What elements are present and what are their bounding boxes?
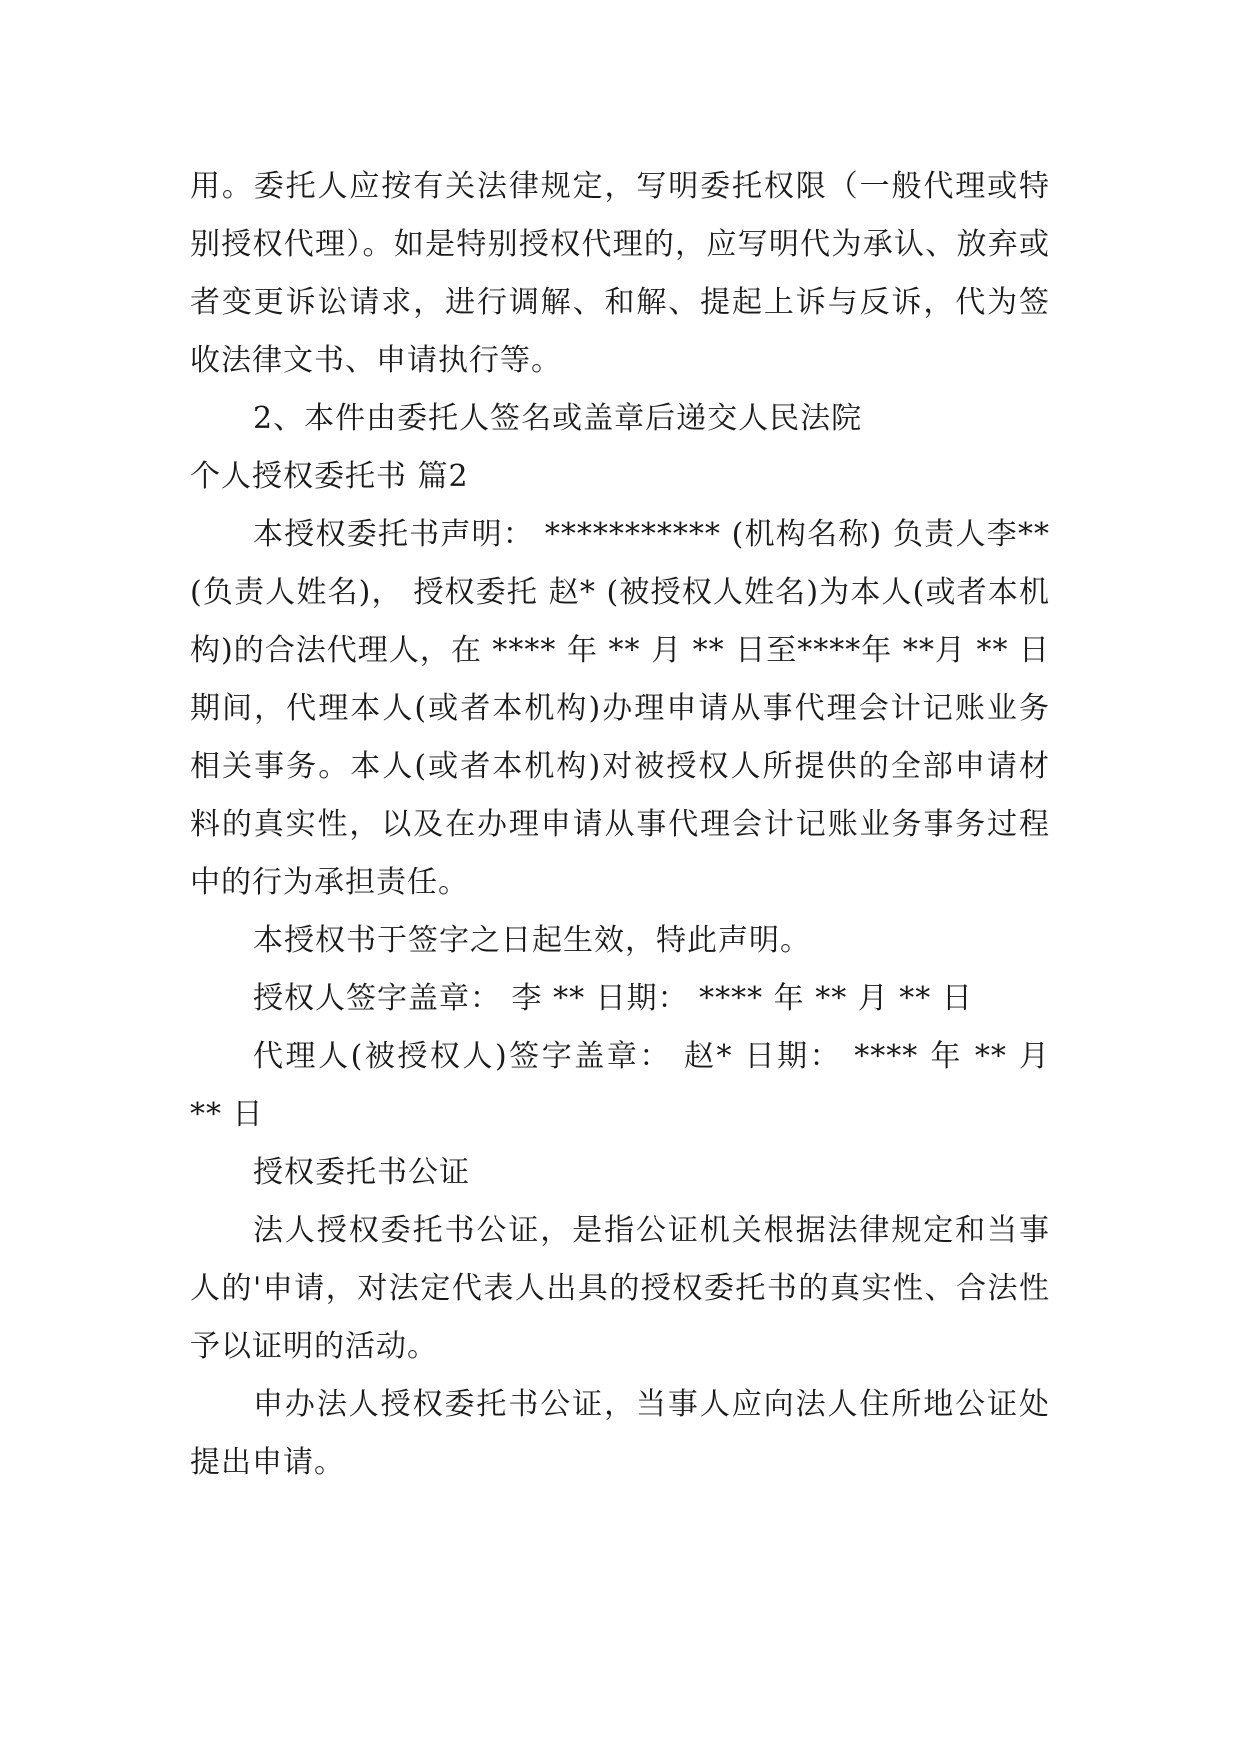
paragraph-effective-date: 本授权书于签字之日起生效，特此声明。 xyxy=(253,923,811,958)
paragraph-notarization-title: 授权委托书公证 xyxy=(253,1155,470,1190)
paragraph-declaration: 本授权委托书声明： *********** (机构名称) 负责人李** (负责人姓名)， 授权委托 赵* (被授权人姓名)为本人(或者本机构)的合法代理人，在 **** 年 ** 月 ** 日至****年 **月 ** 日期间，代理本人(或者本机构)办理申请从事代理会计记账业务相关事务。本人(或者本机构)对被授权人所提供的全部申请材料的真实性，以及在办理申请从事代理会计记账业务事务过程中的行为承担责任。 xyxy=(190,517,1050,900)
paragraph-submission-note: 2、本件由委托人签名或盖章后递交人民法院 xyxy=(253,401,863,436)
paragraph-notarization-definition: 法人授权委托书公证，是指公证机关根据法律规定和当事人的'申请，对法定代表人出具的授权委托书的真实性、合法性予以证明的活动。 xyxy=(190,1213,1050,1364)
paragraph-permission-scope: 用。委托人应按有关法律规定，写明委托权限（一般代理或特别授权代理）。如是特别授权代理的，应写明代为承认、放弃或者变更诉讼请求，进行调解、和解、提起上诉与反诉，代为签收法律文书、申请执行等。 xyxy=(190,169,1050,378)
paragraph-notarization-application: 申办法人授权委托书公证，当事人应向法人住所地公证处提出申请。 xyxy=(190,1387,1050,1480)
document-body xyxy=(190,158,1050,1492)
section-heading: 个人授权委托书 篇2 xyxy=(190,459,469,494)
paragraph-grantor-signature: 授权人签字盖章： 李 ** 日期： **** 年 ** 月 ** 日 xyxy=(253,981,973,1016)
paragraph-agent-signature: 代理人(被授权人)签字盖章： 赵* 日期： **** 年 ** 月 ** 日 xyxy=(190,1039,1050,1132)
